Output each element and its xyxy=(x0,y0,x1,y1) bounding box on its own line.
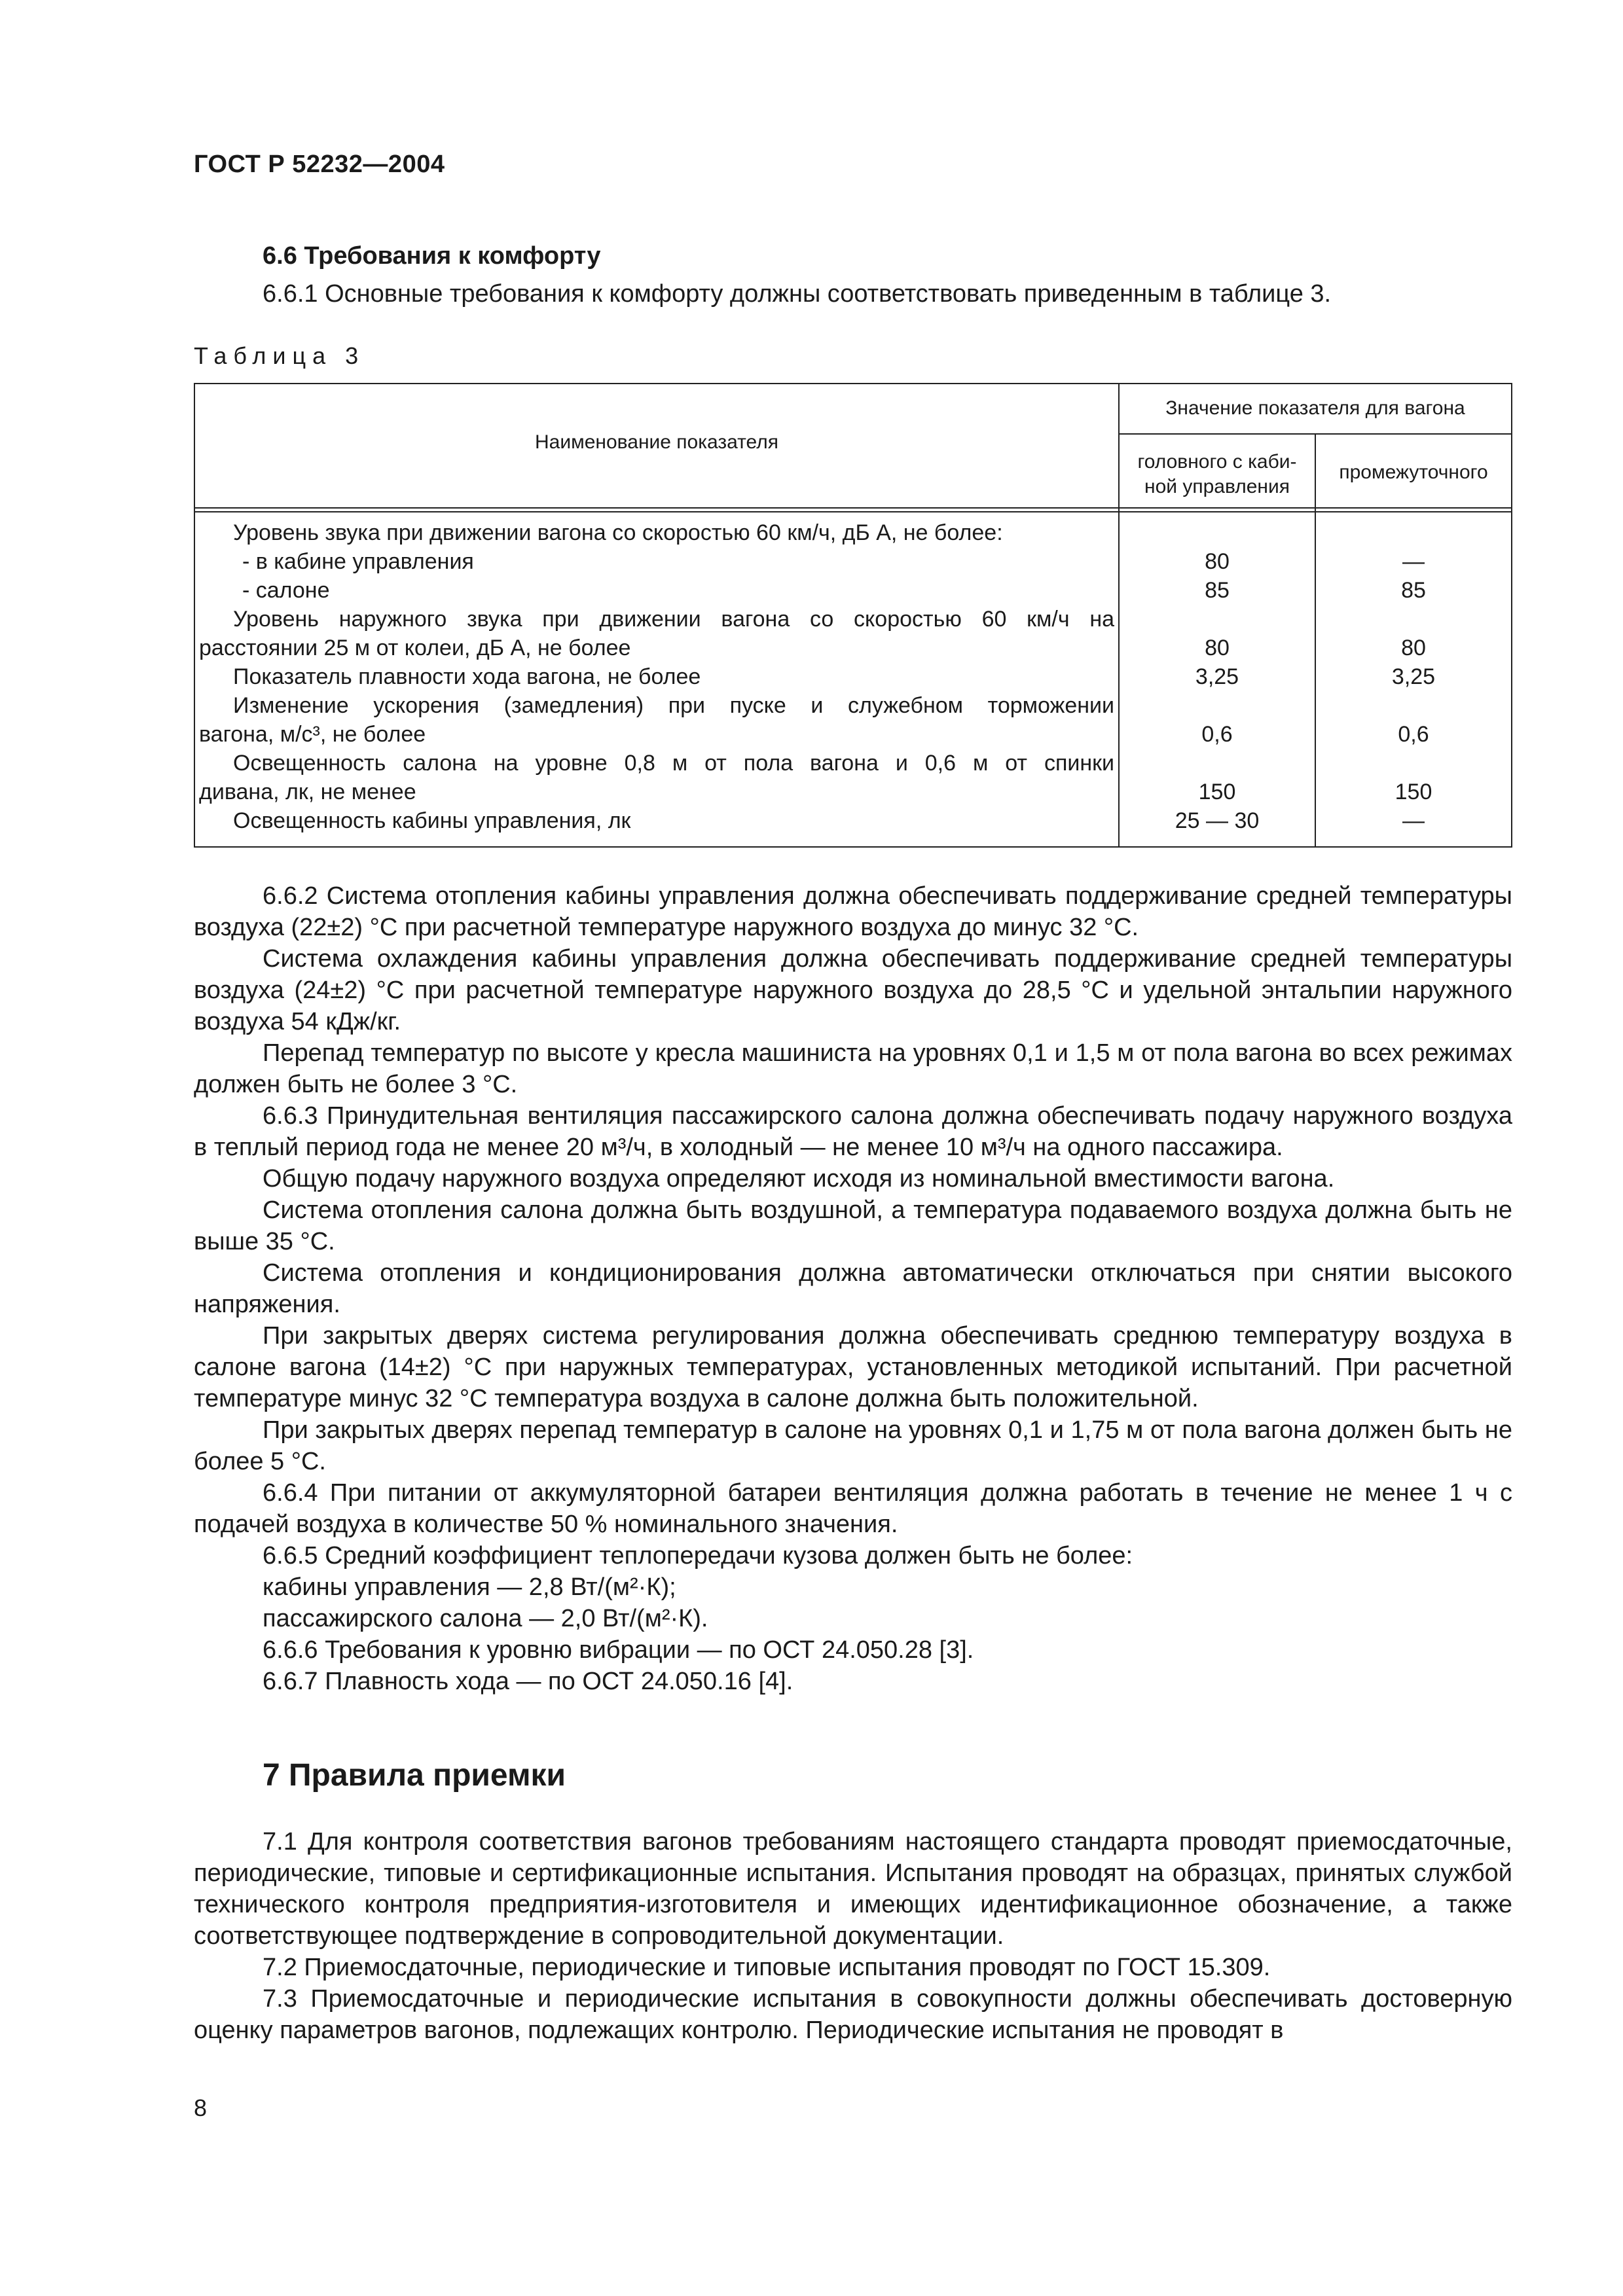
comfort-table xyxy=(194,383,1512,848)
paragraph: 7.2 Приемосдаточные, периодические и типовые испытания проводят по ГОСТ 15.309. xyxy=(263,1954,1271,1981)
table-cell-head: 150 xyxy=(1198,780,1236,804)
standard-header: ГОСТ Р 52232—2004 xyxy=(194,151,445,178)
paragraph: кабины управления — 2,8 Вт/(м²·К); xyxy=(263,1573,676,1601)
table-header-bottom-double xyxy=(195,511,1511,512)
paragraph: При закрытых дверях система регулирования должна обеспечивать среднюю температуру воздуха в салоне вагона (14±2) °С при наружных температурах, установленных методикой испытаний. При расчетной температуре минус 32 °С температура воздуха в салоне должна быть положительной. xyxy=(194,1322,1512,1412)
table-row-label: Изменение ускорения (замедления) при пуске и служебном торможении xyxy=(233,693,1114,718)
table-row-label: вагона, м/с³, не более xyxy=(199,722,426,747)
table-row-label: Показатель плавности хода вагона, не более xyxy=(233,664,701,689)
table-row-label: Освещенность салона на уровне 0,8 м от пола вагона и 0,6 м от спинки xyxy=(233,751,1114,776)
table-cell-middle: 0,6 xyxy=(1398,722,1429,747)
paragraph: Перепад температур по высоте у кресла машиниста на уровнях 0,1 и 1,5 м от пола вагона во всех режимах должен быть не более 3 °С. xyxy=(194,1039,1512,1098)
table-cell-middle: 85 xyxy=(1401,578,1426,603)
table-cell-head: 25 — 30 xyxy=(1175,808,1260,833)
col-header-head-car-l2: ной управления xyxy=(1144,476,1290,497)
table-row-label: - салоне xyxy=(242,578,330,603)
table-row-label: дивана, лк, не менее xyxy=(199,780,416,804)
paragraph: Система отопления салона должна быть воздушной, а температура подаваемого воздуха должна быть не выше 35 °С. xyxy=(194,1196,1512,1255)
table-cell-head: 80 xyxy=(1205,636,1230,660)
table-row-label: расстоянии 25 м от колеи, дБ А, не более xyxy=(199,636,631,660)
paragraph: Система охлаждения кабины управления должна обеспечивать поддерживание средней температуры воздуха (24±2) °С при расчетной температуре наружного воздуха до 28,5 °С и удельной энтальпии наружного воздуха 54 кДж/кг. xyxy=(194,945,1512,1035)
table-row-label: Уровень звука при движении вагона со скоростью 60 км/ч, дБ А, не более: xyxy=(233,520,1003,545)
paragraph: 6.6.3 Принудительная вентиляция пассажирского салона должна обеспечивать подачу наружного воздуха в теплый период года не менее 20 м³/ч, в холодный — не менее 10 м³/ч на одного пассажира. xyxy=(194,1102,1512,1161)
table-cell-head: 3,25 xyxy=(1195,664,1239,689)
col-header-name: Наименование показателя xyxy=(535,431,778,453)
paragraph: 6.6.5 Средний коэффициент теплопередачи кузова должен быть не более: xyxy=(263,1542,1133,1570)
table-label: Таблица 3 xyxy=(194,342,365,369)
paragraph: 6.6.4 При питании от аккумуляторной батареи вентиляция должна работать в течение не менее 1 ч с подачей воздуха в количестве 50 % номинального значения. xyxy=(194,1479,1512,1538)
section-7-body xyxy=(194,1826,1512,2046)
section-6-6-title: 6.6 Требования к комфорту xyxy=(263,242,601,270)
table-row-label: Освещенность кабины управления, лк xyxy=(233,808,631,833)
paragraph: 7.1 Для контроля соответствия вагонов требованиям настоящего стандарта проводят приемосдаточные, периодические, типовые и сертификационные испытания. Испытания проводят на образцах, принятых службой технического контроля предприятия-изготовителя и имеющих идентификационное обозначение, а также соответствующее подтверждение в сопроводительной документации. xyxy=(194,1828,1512,1950)
table-cell-head: 0,6 xyxy=(1201,722,1233,747)
table-cell-head: 85 xyxy=(1205,578,1230,603)
table-cell-middle: 150 xyxy=(1395,780,1432,804)
table-cell-middle: — xyxy=(1402,549,1425,574)
table-header-bottom xyxy=(195,507,1511,509)
col-header-head-car xyxy=(1120,450,1315,499)
table-cell-middle: 3,25 xyxy=(1391,664,1436,689)
paragraph: 6.6.7 Плавность хода — по ОСТ 24.050.16 [4]. xyxy=(263,1668,793,1695)
page-number: 8 xyxy=(194,2094,208,2121)
table-cell-head: 80 xyxy=(1205,549,1230,574)
table-row-label: - в кабине управления xyxy=(242,549,474,574)
paragraph: 6.6.2 Система отопления кабины управления должна обеспечивать поддерживание средней температуры воздуха (22±2) °С при расчетной температуре наружного воздуха до минус 32 °С. xyxy=(194,882,1512,941)
paragraph: пассажирского салона — 2,0 Вт/(м²·К). xyxy=(263,1605,708,1632)
paragraph: 6.6.6 Требования к уровню вибрации — по ОСТ 24.050.28 [3]. xyxy=(263,1636,974,1664)
section-6-6-1-intro: 6.6.1 Основные требования к комфорту должны соответствовать приведенным в таблице 3. xyxy=(263,280,1332,308)
col-header-head-car-l1: головного с каби- xyxy=(1137,451,1297,473)
table-cell-middle: 80 xyxy=(1401,636,1426,660)
section-6-6-body xyxy=(194,880,1512,1697)
col-header-middle-car: промежуточного xyxy=(1339,461,1488,483)
table-row-label: Уровень наружного звука при движении вагона со скоростью 60 км/ч на xyxy=(233,607,1114,632)
paragraph: 7.3 Приемосдаточные и периодические испытания в совокупности должны обеспечивать достоверную оценку параметров вагонов, подлежащих контролю. Периодические испытания не проводят в xyxy=(194,1985,1512,2044)
section-7-title: 7 Правила приемки xyxy=(263,1758,566,1793)
paragraph: Общую подачу наружного воздуха определяют исходя из номинальной вместимости вагона. xyxy=(263,1165,1335,1193)
paragraph: Система отопления и кондиционирования должна автоматически отключаться при снятии высокого напряжения. xyxy=(194,1259,1512,1318)
paragraph: При закрытых дверях перепад температур в салоне на уровнях 0,1 и 1,75 м от пола вагона должен быть не более 5 °С. xyxy=(194,1416,1512,1475)
table-header-divider xyxy=(1118,433,1511,435)
table-cell-middle: — xyxy=(1402,808,1425,833)
col-header-group: Значение показателя для вагона xyxy=(1165,397,1465,419)
